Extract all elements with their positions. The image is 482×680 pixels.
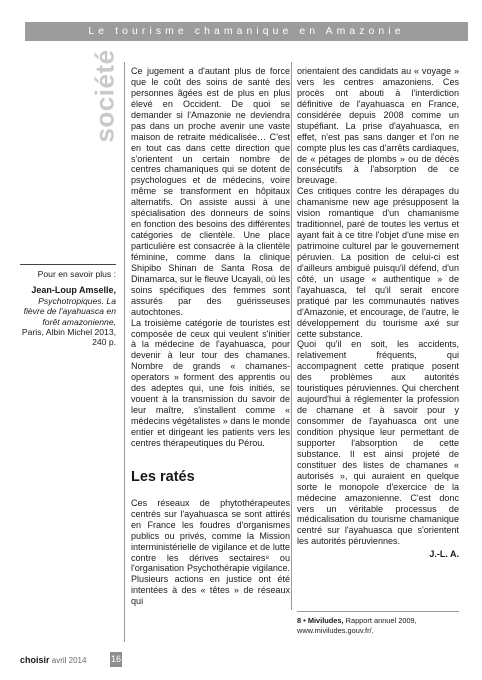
article-column-2 [297,66,459,560]
paragraph: Quoi qu'il en soit, les accidents, relativement fréquents, qui accompagnent cette pratique posent des problèmes aux autorités touristiques péruviennes. Qui cherchent aujourd'hui à réglementer la profession de chamane et à savoir pour y consommer de l'ayahuasca ont une condition physique leur permettant de supporter l'absorption de cette substance. Il est ainsi projeté de constituer des listes de chamanes « autorisés », qui auraient en quelque sorte le monopole d'exercice de la médecine amazonienne. C'est donc vers un véritable processus de médicalisation du tourisme chamanique centré sur l'ayahuasca que s'orientent les autorités péruviennes. [297,339,459,547]
footnote-number: 8 • [297,616,306,625]
aside-label: Pour en savoir plus : [37,269,116,279]
footnote-text: Rapport annuel 2009, www.miviludes.gouv.fr/. [297,616,417,635]
aside-author: Jean-Loup Amselle, [31,285,116,296]
author-signature: J.-L. A. [429,549,459,560]
issue-date: avril 2014 [51,656,87,665]
paragraph: orientaient des candidats au « voyage » vers les centres amazoniens. Ces procès ont abouti à l'interdiction définitive de l'ayahuasca en France, considérée depuis 2008 comme un stupéfiant. La prise d'ayahuasca, en effet, n'est pas sans danger et l'on ne compte plus les cas d'arrêts cardiaques, de « pétages de plombs » ou de décès consécutifs à l'absorption de ce breuvage. [297,66,459,186]
article-column-1 [131,66,290,607]
section-label [89,49,120,143]
section-label-text: société [89,49,120,143]
footnote [297,616,459,635]
further-reading [20,264,116,348]
footnote-source: Miviludes, [307,616,344,625]
page-number: 16 [110,652,122,667]
aside-book-title: Psychotropiques. La fièvre de l'ayahuasca en forêt amazonienne, [23,295,116,327]
magazine-name: choisir [20,655,50,665]
paragraph: Ces réseaux de phytothérapeutes centrés sur l'ayahuasca se sont attirés en France les foudres d'organismes publics ou privés, comme la Mission interministérielle de vigilance et de lutte contre les dérives sectaires⁸ ou l'organisation Psychothérapie vigilance. Plusieurs actions en justice ont été intentées à des « têtes » de réseaux qui [131,497,290,607]
footnote-divider [297,611,459,612]
header-title: Le tourisme chamanique en Amazonie [88,26,405,37]
paragraph: Ce jugement a d'autant plus de force que le coût des soins de santé des personnes âgées est de plus en plus élevé en Occident. De quoi se demander si l'Amazonie ne deviendra pas dans un proche avenir une vaste maison de retraite médicalisée… C'est en tout cas dans cette direction que s'orientent un certain nombre de centres chamaniques qui se dotent de psychologues et de médecins, voire même se transforment en hôpitaux alternatifs. On assiste aussi à une spécialisation des donneurs de soins en fonction des besoins des différentes catégories de clientèle. Une place particulière est consacrée à la clientèle féminine, comme dans la clinique Shipibo Shinan de Santa Rosa de Dinamarca, sur le fleuve Ucayali, où les soins spécifiques des femmes sont assurés par des guérisseuses autochtones. [131,66,290,317]
aside-divider [20,264,116,265]
paragraph: La troisième catégorie de touristes est composée de ceux qui veulent s'initier à la médecine de l'ayahuasca, pour devenir à leur tour des chamanes. Nombre de grands « chamanes-operators » forment des apprentis ou des adeptes qui, une fois initiés, se vouent à la transmission du savoir de leur maître, s'installent comme « médecins végétalistes » dans le monde entier et dirigeant les patients vers les centres thérapeutiques du Pérou. [131,317,290,448]
page-footer [20,653,86,667]
column-divider-middle [291,62,292,610]
section-heading: Les ratés [131,468,195,485]
header-banner [25,22,468,41]
column-divider-left [124,62,125,642]
paragraph: Ces critiques contre les dérapages du chamanisme new age présupposent la vision romantique d'un chamanisme traditionnel, paré de toutes les vertus et ayant fait à ce titre l'objet d'une mise en patrimoine culturel par le gouvernement péruvien. La position de celui-ci est d'ailleurs ambiguë puisqu'il défend, d'un côté, un usage « authentique » de l'ayahuasca, tel qu'il serait encore pratiqué par les communautés natives d'Amazonie, et encourage, de l'autre, le développement du tourisme axé sur cette substance. [297,186,459,339]
aside-publisher: Paris, Albin Michel 2013, 240 p. [21,327,116,348]
